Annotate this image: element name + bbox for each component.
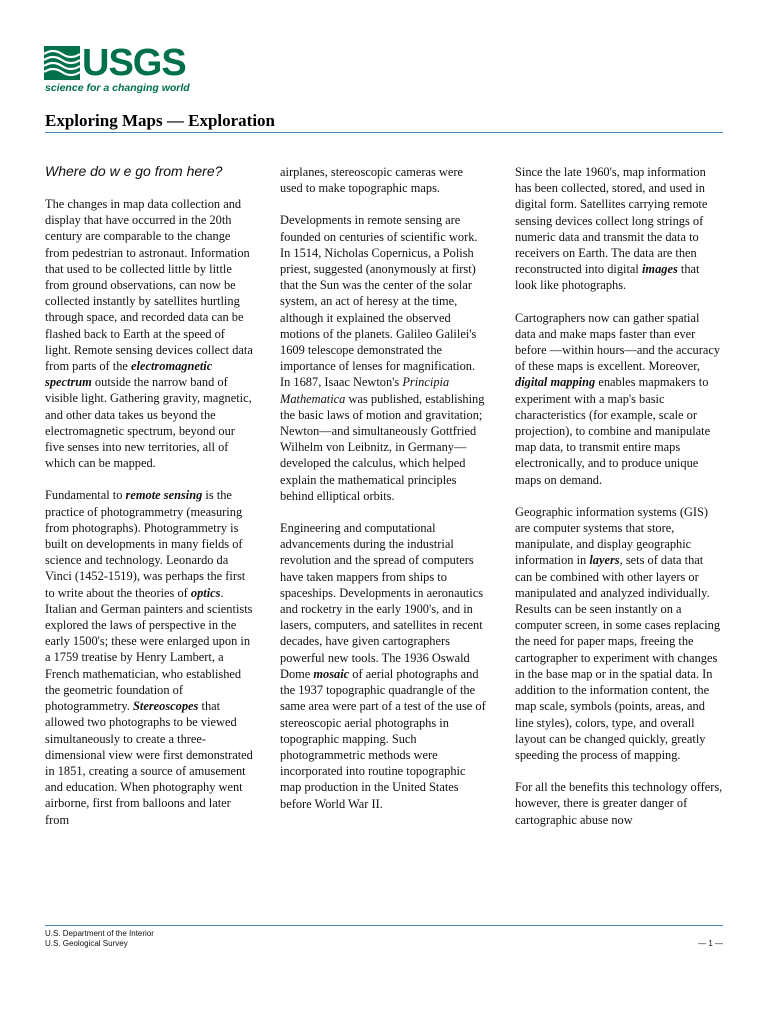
footer-survey: U.S. Geological Survey: [45, 939, 128, 948]
keyword: mosaic: [313, 666, 350, 681]
paragraph: For all the benefits this technology offers, however, there is greater danger of cartographic abuse now: [515, 780, 723, 827]
paragraph: airplanes, stereoscopic cameras were used to make topographic maps.: [280, 165, 464, 196]
keyword: optics: [190, 585, 221, 600]
logo-wordmark: USGS: [82, 42, 186, 84]
column-1: [45, 162, 253, 844]
paragraph: Engineering and computational advancements during the industrial revolution and the spread of computers have taken mappers from ships to spaceships. Developments in aeronautics and rocketry in the early 1900's, and in lasers, computers, and satellites in recent decades, have given cartographers powerful new tools. The 1936 Oswald Dome mosaic of aerial photographs and the 1937 topographic quadrangle of the same area were part of a test of the use of stereoscopic aerial photographs in topographic mapping. Such photogrammetric methods were incorporated into routine topographic map production in the United States before World War II.: [280, 521, 486, 811]
paragraph: Cartographers now can gather spatial data and make maps faster than ever before —within hours—and the accuracy of these maps is excellent. Moreover, digital mapping enables mapmakers to experiment with a map's basic characteristics (for example, scale or projection), to combine and manipulate map data, to transmit entire maps electronically, and to produce unique maps on demand.: [515, 310, 721, 487]
paragraph: Geographic information systems (GIS) are computer systems that store, manipulate, and display geographic information in layers, sets of data that can be combined with other layers or manipulated and analyzed individually. Results can be seen instantly on a computer screen, in some cases replacing the need for paper maps, freeing the cartographer to experiment with changes in the base map or in the spatial data. In addition to the information content, the map scale, symbols (points, areas, and line styles), colors, type, and overall layout can be changed quickly, greatly speeding the process of mapping.: [515, 504, 721, 762]
logo-tagline: science for a changing world: [45, 82, 190, 94]
keyword: layers: [589, 553, 620, 568]
section-subheading: Where do w e go from here?: [45, 163, 223, 179]
keyword: Stereoscopes: [133, 699, 199, 714]
footer-divider: [45, 925, 723, 926]
paragraph: Fundamental to remote sensing is the practice of photogrammetry (measuring from photographs). Photogrammetry is built on developments in many fields of science and technology. Leonardo da Vinci (1452-1519), was perhaps the first to write about the theories of optics. Italian and German painters and scientists explored the laws of perspective in the early 1500's; these were enlarged upon in a 1759 treatise by Henry Lambert, a French mathematician, who established the geometric foundation of photogrammetry. Stereoscopes that allowed two photographs to be viewed simultaneously to create a three-dimensional view were first demonstrated in 1851, creating a source of amusement and education. When photography went airborne, first from balloons and later from: [45, 488, 253, 827]
paragraph: Developments in remote sensing are founded on centuries of scientific work. In 1514, Nicholas Copernicus, a Polish priest, suggested (anonymously at first) that the Sun was the center of the solar system, an act of heresy at the time, although it explained the observed motions of the planets. Galileo Galilei's 1609 telescope demonstrated the importance of lenses for magnification. In 1687, Isaac Newton's Principia Mathematica was published, establishing the basic laws of motion and gravitation; Newton—and simultaneously Gottfried Wilhelm von Leibnitz, in Germany—developed the calculus, which helped explain the mathematical principles behind elliptical orbits.: [280, 213, 485, 503]
paragraph: The changes in map data collection and display that have occurred in the 20th century are comparable to the change from pedestrian to astronaut. Information that used to be collected little by little from ground observations, can now be collected instantly by satellites hurtling through space, and recorded data can be flashed back to Earth at the speed of light. Remote sensing devices collect data from parts of the electromagnetic spectrum outside the narrow band of visible light. Gathering gravity, magnetic, and other data takes us beyond the electromagnetic spectrum, beyond our five senses into new territories, all of which can be mapped.: [45, 197, 253, 471]
column-2: [280, 164, 488, 828]
keyword: electromagnetic spectrum: [45, 359, 213, 390]
usgs-logo: [44, 42, 190, 96]
paragraph: Since the late 1960's, map information has been collected, stored, and used in digital form. Satellites carrying remote sensing devices collect long strings of numeric data and transmit the data to receivers on Earth. The data are then reconstructed into digital images that look like photographs.: [515, 165, 708, 293]
book-title: Principia Mathematica: [280, 375, 450, 406]
usgs-wave-icon: [44, 46, 80, 80]
footer-agency: [45, 929, 154, 949]
header-divider: [45, 132, 723, 133]
footer-department: U.S. Department of the Interior: [45, 929, 154, 938]
keyword: digital mapping: [515, 375, 596, 390]
page-number: — 1 —: [698, 939, 723, 948]
page-title: Exploring Maps — Exploration: [45, 111, 276, 130]
column-3: [515, 164, 723, 844]
keyword: remote sensing: [125, 488, 203, 503]
keyword: images: [641, 262, 678, 277]
